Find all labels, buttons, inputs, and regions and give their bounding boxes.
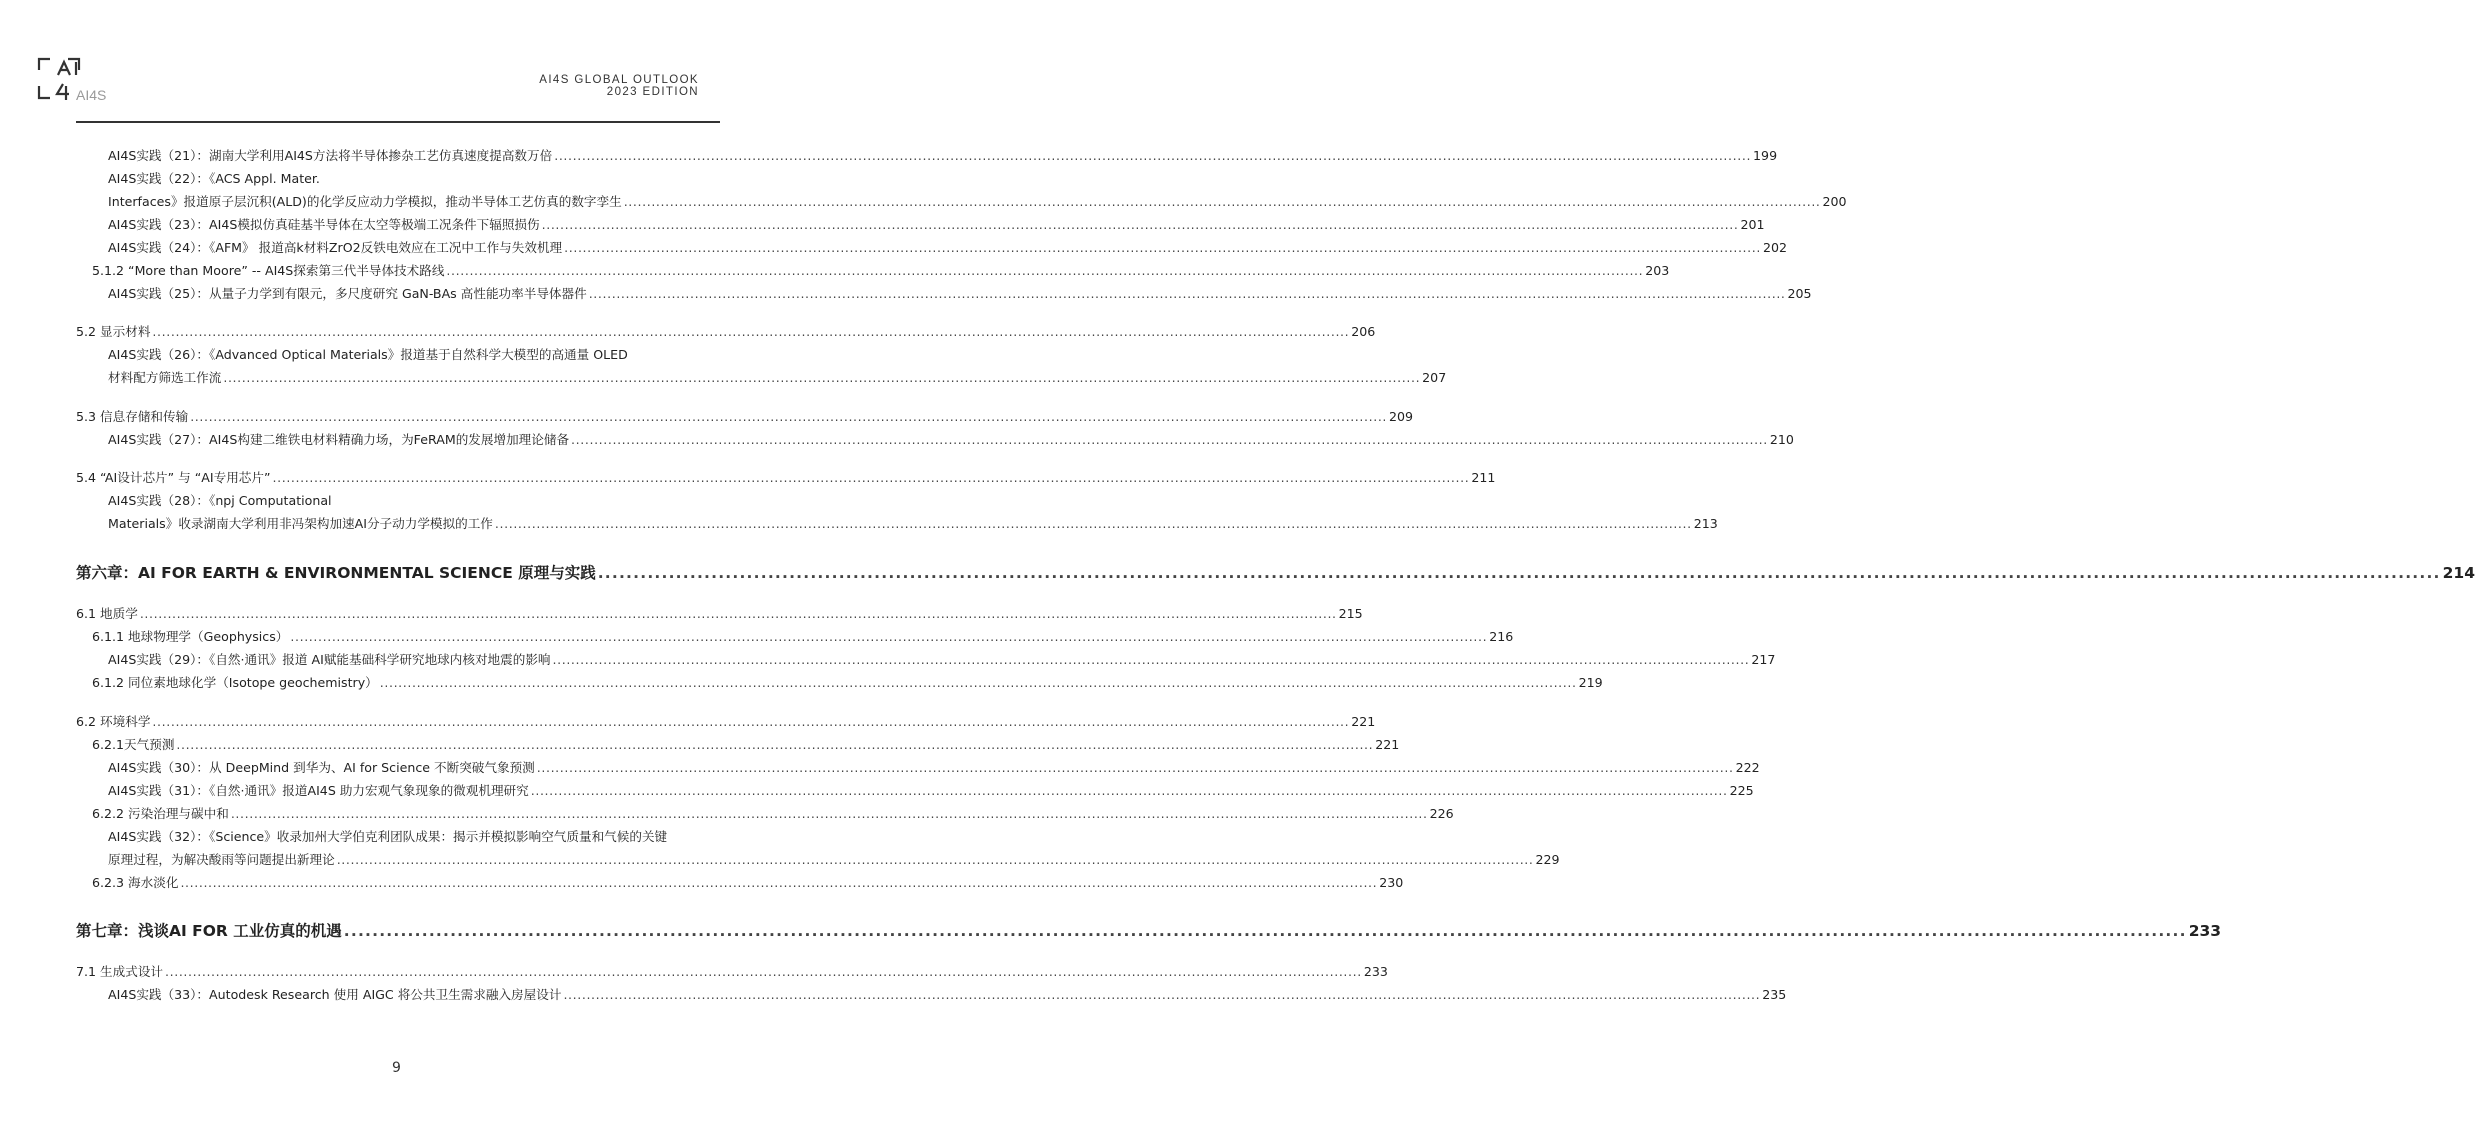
- toc-entry-page: 221: [1351, 714, 1376, 729]
- toc-entry[interactable]: [76, 713, 1376, 731]
- toc-leader: ....................................................................................................................................................................................................................................................................: [336, 852, 1534, 867]
- toc-entry[interactable]: [108, 851, 1560, 869]
- toc-entry-page: 221: [1375, 737, 1400, 752]
- header-line-2: 2023 EDITION: [606, 86, 699, 98]
- toc-entry[interactable]: [108, 986, 1787, 1004]
- toc-entry[interactable]: [108, 369, 1447, 387]
- toc-entry[interactable]: [108, 193, 1847, 211]
- toc-entry[interactable]: AI4S实践（22）：《ACS Appl. Mater.: [108, 171, 320, 186]
- toc-entry[interactable]: AI4S实践（26）：《Advanced Optical Materials》报道基于自然科学大模型的高通量 OLED: [108, 347, 628, 362]
- toc-entry-title: Interfaces》报道原子层沉积(ALD)的化学反应动力学模拟，推动半导体工艺仿真的数字孪生: [108, 194, 622, 209]
- toc-entry-title: 7.1 生成式设计: [76, 964, 164, 979]
- toc-leader: ....................................................................................................................................................................................................................................................................: [494, 516, 1692, 531]
- toc-leader: ....................................................................................................................................................................................................................................................................: [272, 470, 1470, 485]
- toc-entry-title: 6.1.1 地球物理学（Geophysics）: [92, 629, 289, 644]
- toc-leader: ....................................................................................................................................................................................................................................................................: [290, 629, 1488, 644]
- toc-leader: ....................................................................................................................................................................................................................................................................: [343, 922, 2187, 940]
- toc-entry-title: 5.3 信息存储和传输: [76, 409, 189, 424]
- toc-entry[interactable]: [92, 874, 1404, 892]
- toc-leader: ....................................................................................................................................................................................................................................................................: [446, 263, 1644, 278]
- toc-leader: ....................................................................................................................................................................................................................................................................: [379, 675, 1577, 690]
- toc-chapter-title: 第六章：AI FOR EARTH & ENVIRONMENTAL SCIENCE 原理与实践: [76, 564, 596, 582]
- toc-entry-page: 233: [1363, 964, 1388, 979]
- toc-entry-title: 6.2.2 污染治理与碳中和: [92, 806, 229, 821]
- toc-leader: ....................................................................................................................................................................................................................................................................: [623, 194, 1821, 209]
- toc-leader: ....................................................................................................................................................................................................................................................................: [554, 148, 1752, 163]
- toc-leader: ....................................................................................................................................................................................................................................................................: [530, 783, 1728, 798]
- toc-entry[interactable]: [108, 216, 1765, 234]
- toc-entry-page: 203: [1645, 263, 1670, 278]
- toc-entry-page: 211: [1471, 470, 1496, 485]
- toc-entry-page: 210: [1769, 432, 1794, 447]
- toc-leader: ....................................................................................................................................................................................................................................................................: [588, 286, 1786, 301]
- toc-entry[interactable]: [92, 262, 1670, 280]
- toc-entry-title: Materials》收录湖南大学利用非冯架构加速AI分子动力学模拟的工作: [108, 516, 493, 531]
- toc-entry-title: AI4S实践（27）：AI4S构建二维铁电材料精确力场，为FeRAM的发展增加理论储备: [108, 432, 570, 447]
- toc-entry[interactable]: [76, 469, 1496, 487]
- toc-chapter-title: 第七章：浅谈AI FOR 工业仿真的机遇: [76, 922, 342, 940]
- toc-leader: ....................................................................................................................................................................................................................................................................: [230, 806, 1428, 821]
- toc-entry-title: 5.2 显示材料: [76, 324, 151, 339]
- toc-leader: ....................................................................................................................................................................................................................................................................: [165, 964, 1362, 979]
- toc-entry-page: 207: [1422, 370, 1447, 385]
- toc-entry-title: AI4S实践（24）：《AFM》 报道高k材料ZrO2反铁电效应在工况中工作与失效机理: [108, 240, 563, 255]
- toc-entry[interactable]: [108, 431, 1794, 449]
- toc-leader: ....................................................................................................................................................................................................................................................................: [223, 370, 1421, 385]
- toc-entry-title: AI4S实践（30）：从 DeepMind 到华为、AI for Science 不断突破气象预测: [108, 760, 535, 775]
- toc-entry-page: 222: [1735, 760, 1760, 775]
- toc-entry-title: AI4S实践（23）：AI4S模拟仿真硅基半导体在太空等极端工况条件下辐照损伤: [108, 217, 540, 232]
- toc-entry[interactable]: [76, 605, 1363, 623]
- toc-entry[interactable]: [76, 323, 1376, 341]
- toc-entry-title: AI4S实践（29）：《自然·通讯》报道 AI赋能基础科学研究地球内核对地震的影响: [108, 652, 551, 667]
- toc-entry-title: AI4S实践（33）：Autodesk Research 使用 AIGC 将公共卫生需求融入房屋设计: [108, 987, 562, 1002]
- page-number: 9: [392, 1060, 401, 1076]
- toc-chapter-page: 233: [2188, 922, 2222, 940]
- toc-entry-title: AI4S实践（31）：《自然·通讯》报道AI4S 助力宏观气象现象的微观机理研究: [108, 783, 529, 798]
- toc-entry-page: 219: [1578, 675, 1603, 690]
- toc-entry-page: 209: [1389, 409, 1414, 424]
- toc-entry-page: 215: [1338, 606, 1363, 621]
- toc-entry-page: 226: [1429, 806, 1454, 821]
- toc-entry-title: 6.2 环境科学: [76, 714, 151, 729]
- toc-entry-title: 6.1.2 同位素地球化学（Isotope geochemistry）: [92, 675, 378, 690]
- toc-leader: ....................................................................................................................................................................................................................................................................: [139, 606, 1337, 621]
- toc-entry[interactable]: [92, 805, 1454, 823]
- toc-entry-title: 5.1.2 “More than Moore” -- AI4S探索第三代半导体技术路线: [92, 263, 445, 278]
- toc-entry-page: 235: [1762, 987, 1787, 1002]
- toc-entry-page: 229: [1535, 852, 1560, 867]
- toc-entry[interactable]: [108, 759, 1760, 777]
- toc-entry-title: AI4S实践（25）：从量子力学到有限元，多尺度研究 GaN-BAs 高性能功率半导体器件: [108, 286, 587, 301]
- toc-entry-title: 6.2.3 海水淡化: [92, 875, 179, 890]
- toc-leader: ....................................................................................................................................................................................................................................................................: [176, 737, 1374, 752]
- toc-entry-page: 217: [1751, 652, 1776, 667]
- toc-entry-page: 216: [1489, 629, 1514, 644]
- toc-chapter[interactable]: [76, 920, 2222, 942]
- toc-leader: ....................................................................................................................................................................................................................................................................: [152, 324, 1350, 339]
- toc-entry-title: 原理过程，为解决酸雨等问题提出新理论: [108, 852, 335, 867]
- toc-leader: ....................................................................................................................................................................................................................................................................: [564, 240, 1761, 255]
- toc-entry-title: 6.2.1天气预测: [92, 737, 175, 752]
- header-line-1: AI4S GLOBAL OUTLOOK: [539, 74, 699, 86]
- toc-entry[interactable]: AI4S实践（32）：《Science》收录加州大学伯克利团队成果：揭示并模拟影响空气质量和气候的关键: [108, 829, 668, 844]
- toc-entry-page: 206: [1351, 324, 1376, 339]
- toc-leader: ....................................................................................................................................................................................................................................................................: [152, 714, 1350, 729]
- toc-leader: ....................................................................................................................................................................................................................................................................: [597, 564, 2441, 582]
- toc-entry-title: 5.4 “AI设计芯片” 与 “AI专用芯片”: [76, 470, 271, 485]
- toc-entry-page: 230: [1379, 875, 1404, 890]
- toc-entry-page: 199: [1753, 148, 1778, 163]
- toc-leader: ....................................................................................................................................................................................................................................................................: [552, 652, 1750, 667]
- toc-entry-title: AI4S实践（21）：湖南大学利用AI4S方法将半导体掺杂工艺仿真速度提高数万倍: [108, 148, 553, 163]
- toc-leader: ....................................................................................................................................................................................................................................................................: [536, 760, 1734, 775]
- svg-text:AI4S: AI4S: [76, 87, 107, 103]
- toc-leader: ....................................................................................................................................................................................................................................................................: [180, 875, 1378, 890]
- toc-entry[interactable]: [92, 736, 1400, 754]
- toc-entry[interactable]: [92, 674, 1603, 692]
- toc-chapter-page: 214: [2442, 564, 2475, 582]
- toc-entry-page: 202: [1762, 240, 1788, 255]
- toc-leader: ....................................................................................................................................................................................................................................................................: [541, 217, 1739, 232]
- toc-entry[interactable]: [108, 515, 1718, 533]
- toc-entry[interactable]: [108, 651, 1776, 669]
- toc-entry-page: 213: [1693, 516, 1718, 531]
- toc-chapter[interactable]: [76, 562, 2475, 584]
- toc-entry[interactable]: [108, 285, 1812, 303]
- toc-entry[interactable]: [76, 408, 1414, 426]
- toc-entry-page: 225: [1729, 783, 1754, 798]
- toc-entry-title: 材料配方筛选工作流: [108, 370, 222, 385]
- toc-entry[interactable]: [108, 239, 1788, 257]
- toc-entry[interactable]: AI4S实践（28）：《npj Computational: [108, 493, 332, 508]
- toc-entry[interactable]: [108, 147, 1778, 165]
- toc-entry-page: 200: [1822, 194, 1847, 209]
- toc-entry-title: 6.1 地质学: [76, 606, 138, 621]
- toc-leader: ....................................................................................................................................................................................................................................................................: [563, 987, 1761, 1002]
- toc-leader: ....................................................................................................................................................................................................................................................................: [571, 432, 1768, 447]
- toc-entry-page: 205: [1787, 286, 1812, 301]
- toc-entry[interactable]: [108, 782, 1754, 800]
- toc-leader: ....................................................................................................................................................................................................................................................................: [190, 409, 1388, 424]
- toc-entry[interactable]: [92, 628, 1514, 646]
- toc-entry-page: 201: [1740, 217, 1765, 232]
- toc-entry[interactable]: [76, 963, 1388, 981]
